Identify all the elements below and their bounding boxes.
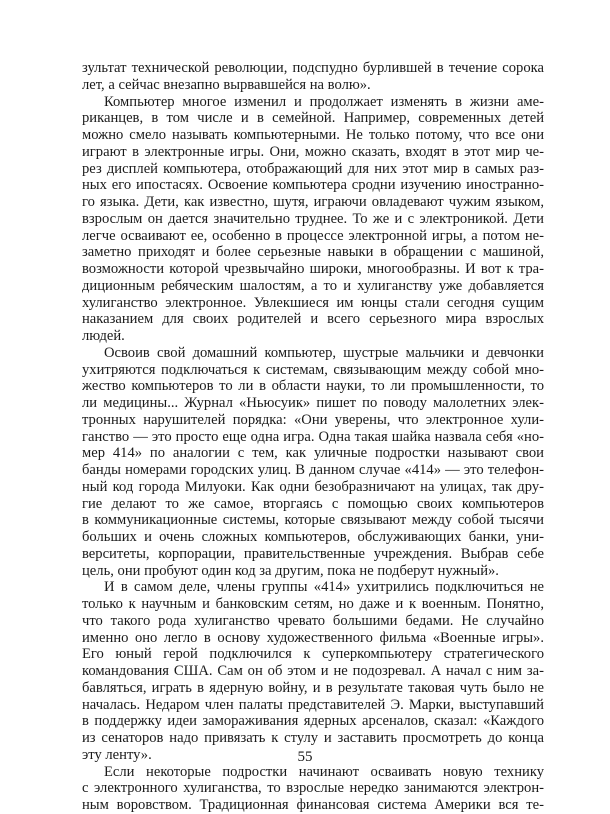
- text-line: в коммуникационные системы, которые связывают между собой тысячи: [82, 512, 544, 529]
- text-line: что такого рода хулиганство чревато большими бедами. Не случайно: [82, 612, 544, 629]
- text-line: больших и очень сложных компьютеров, обслуживающих банки, уни-: [82, 529, 544, 545]
- text-line: Его юный герой подключился к суперкомпьютеру стратегического: [82, 646, 544, 663]
- text-line: диционным ребяческим шалостям, а то и хулиганству уже добавляется: [82, 277, 544, 294]
- text-line: началась. Недаром член палаты представителей Э. Марки, выступавший: [82, 696, 544, 713]
- text-line: ухитряются подключаться к системам, связывающим между собой мно-: [82, 361, 544, 378]
- text-line: можно смело называть компьютерными. Не только потому, что все они: [82, 127, 544, 143]
- text-line: наказанием для своих родителей и всего серьезного мира взрослых: [82, 311, 544, 328]
- paragraph-4: [82, 579, 544, 763]
- text-line: играют в электронные игры. Они, можно сказать, входят в этот мир че-: [82, 143, 544, 160]
- text-line: именно оно легло в основу художественного фильма «Военные игры».: [82, 629, 544, 646]
- text-line: командования США. Сам он об этом и не подозревал. А начал с ним за-: [82, 663, 544, 679]
- paragraph-1: [82, 60, 544, 94]
- text-line: риканцев, в том числе и в семейной. Например, современных детей: [82, 110, 544, 127]
- text-line: из сенаторов надо привязать к стулу и заставить просмотреть до конца: [82, 730, 544, 746]
- text-line: возможности которой чрезвычайно широки, многообразны. И вот к тра-: [82, 261, 544, 277]
- text-line: го языка. Дети, как известно, шутя, играючи овладевают чужим языком,: [82, 194, 544, 210]
- text-line: только к научным и банковским сетям, но даже и к военным. Понятно,: [82, 596, 544, 612]
- text-line: ганство — это просто еще одна игра. Одна такая шайка назвала себя «но-: [82, 428, 544, 445]
- page-body: [82, 60, 544, 814]
- text-line: верситеты, корпорации, правительственные учреждения. Выбрав себе: [82, 545, 544, 562]
- page-number: 55: [297, 749, 313, 765]
- text-line: ный код города Милуоки. Как одни безобразничают на улицах, так дру-: [82, 478, 544, 495]
- text-line: цель, они пробуют один код за другим, пока не подберут нужный».: [82, 562, 499, 579]
- text-line: банды номерами городских улиц. В данном случае «414» — это телефон-: [82, 462, 544, 478]
- text-line: зультат технической революции, подспудно бурлившей в течение сорока: [82, 60, 544, 76]
- text-line: Если некоторые подростки начинают осваивать новую технику: [104, 763, 544, 780]
- text-line: рез дисплей компьютера, отображающий для них этот мир в самых раз-: [82, 160, 544, 177]
- paragraph-2: [82, 94, 544, 345]
- text-line: ли медицины... Журнал «Ньюсуик» пишет по поводу малолетних элек-: [82, 395, 544, 411]
- text-line: взрослым он дается значительно труднее. То же и с электроникой. Дети: [82, 210, 544, 227]
- text-line: жество компьютеров то ли в области науки, то ли промышленности, то: [82, 378, 544, 395]
- paragraph-3: [82, 345, 544, 580]
- text-line: Компьютер многое изменил и продолжает изменять в жизни аме-: [104, 93, 544, 110]
- text-line: Освоив свой домашний компьютер, шустрые мальчики и девчонки: [104, 344, 544, 361]
- text-line: мер 414» по аналогии с тем, как уличные подростки называют свои: [82, 445, 544, 462]
- text-line: легче осваивают ее, особенно в процессе электронной игры, а потом не-: [82, 227, 544, 244]
- text-line: в поддержку идеи замораживания ядерных арсеналов, сказал: «Каждого: [82, 713, 544, 730]
- text-line: эту ленту».: [82, 746, 152, 763]
- text-line: ным воровством. Традиционная финансовая система Америки вся те-: [82, 797, 544, 813]
- text-line: ных его ипостасях. Освоение компьютера сродни изучению иностранно-: [82, 177, 544, 194]
- text-line: лет, а сейчас внезапно вырвавшейся на волю».: [82, 76, 371, 93]
- text-line: гие делают то же самое, вторгаясь с помощью своих компьютеров: [82, 495, 544, 512]
- text-line: с электронного хулиганства, то взрослые нередко занимаются электрон-: [82, 780, 544, 797]
- text-line: бавляться, играть в ядерную войну, и в результате таковая чуть было не: [82, 679, 544, 696]
- text-line: И в самом деле, члены группы «414» ухитрились подключиться не: [104, 579, 544, 596]
- text-line: хулиганство электронное. Увлекшиеся им юнцы стали сегодня сущим: [82, 294, 544, 311]
- paragraph-5: [82, 764, 544, 814]
- text-line: людей.: [82, 328, 125, 344]
- text-line: заметно приходят и более серьезные навыки в обращении с машиной,: [82, 244, 544, 261]
- text-line: тронных нарушителей порядка: «Они уверены, что электронное хули-: [82, 411, 544, 428]
